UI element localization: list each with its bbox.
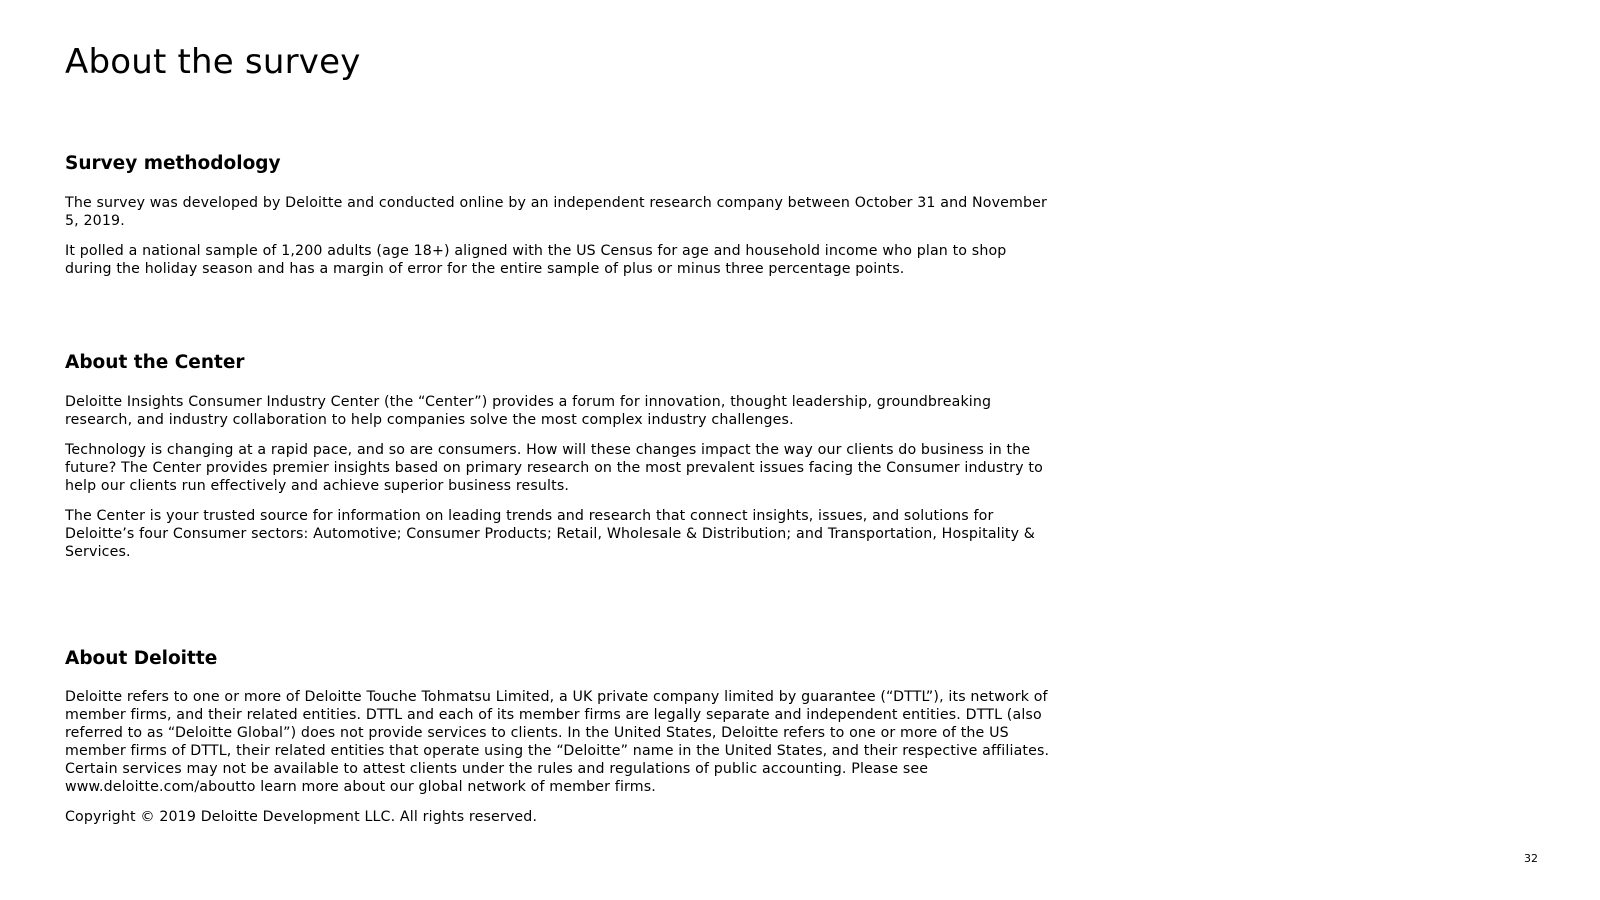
survey-methodology-section (65, 150, 1050, 290)
section-heading: About Deloitte (65, 648, 218, 669)
page-number: 32 (1524, 852, 1538, 865)
section-paragraph: Deloitte refers to one or more of Deloitte Touche Tohmatsu Limited, a UK private company limited by guarantee (“DTTL”), its network of member firms, and their related entities. DTTL and each of its member firms are legally separate and independent entities. DTTL (also referred to as “Deloitte Global”) does not provide services to clients. In the United States, Deloitte refers to one or more of the US member firms of DTTL, their related entities that operate using the “Deloitte” name in the United States, and their respective affiliates. Certain services may not be available to attest clients under the rules and regulations of public accounting. Please see www.deloitte.com/aboutto learn more about our global network of member firms. (65, 689, 1050, 795)
section-heading: About the Center (65, 352, 245, 373)
section-paragraph: Technology is changing at a rapid pace, and so are consumers. How will these changes impact the way our clients do business in the future? The Center provides premier insights based on primary research on the most prevalent issues facing the Consumer industry to help our clients run effectively and achieve superior business results. (65, 442, 1043, 494)
about-deloitte-section (65, 645, 1050, 838)
section-paragraph: The survey was developed by Deloitte and conducted online by an independent research company between October 31 and November 5, 2019. (65, 195, 1048, 229)
section-paragraph: The Center is your trusted source for information on leading trends and research that connect insights, issues, and solutions for Deloitte’s four Consumer sectors: Automotive; Consumer Products; Retail, Wholesale & Distribution; and Transportation, Hospitality & Services. (65, 508, 1035, 560)
page-title: About the survey (65, 42, 361, 82)
section-paragraph: Deloitte Insights Consumer Industry Center (the “Center”) provides a forum for innovation, thought leadership, groundbreaking research, and industry collaboration to help companies solve the most complex industry challenges. (65, 394, 992, 428)
copyright-notice: Copyright © 2019 Deloitte Development LLC. All rights reserved. (65, 809, 538, 825)
section-paragraph: It polled a national sample of 1,200 adults (age 18+) aligned with the US Census for age and household income who plan to shop during the holiday season and has a margin of error for the entire sample of plus or minus three percentage points. (65, 243, 1007, 277)
about-center-section (65, 349, 1050, 573)
section-heading: Survey methodology (65, 153, 281, 174)
